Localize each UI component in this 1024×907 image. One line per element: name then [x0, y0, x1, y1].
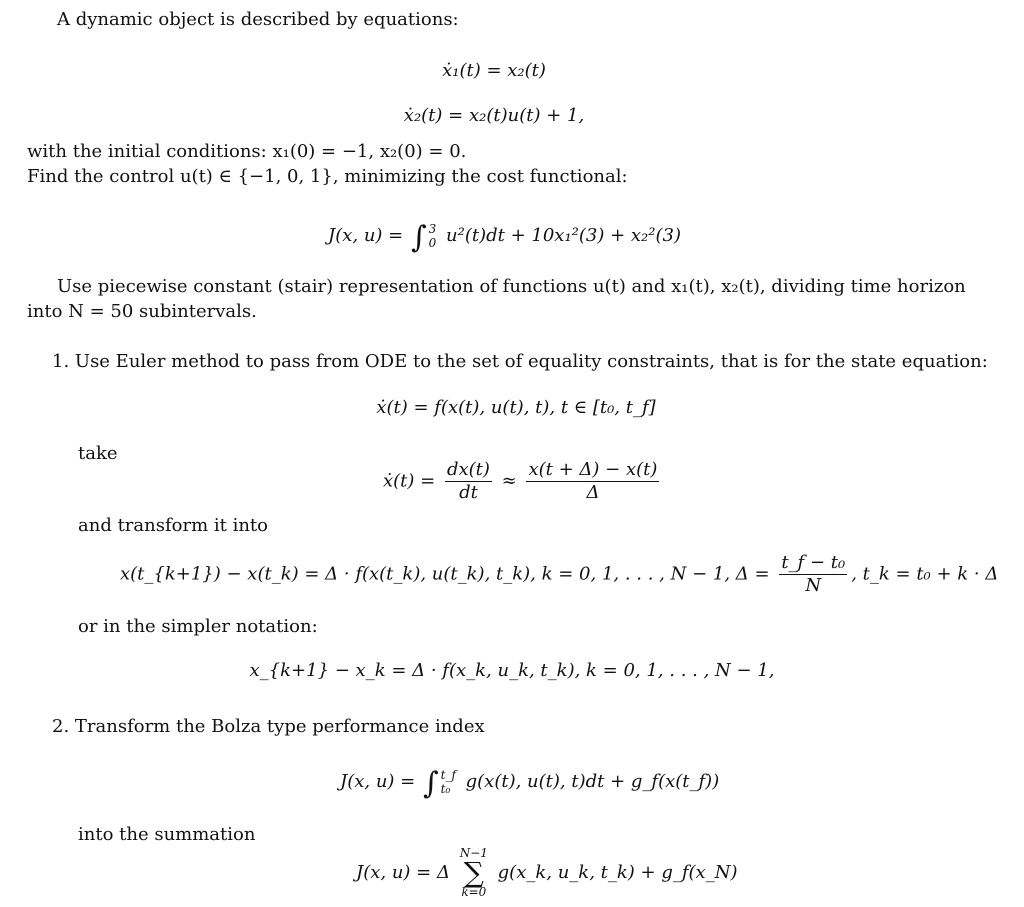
item-2-text: 2. Transform the Bolza type performance index — [52, 716, 485, 737]
piecewise-text-line1: Use piecewise constant (stair) representation of functions u(t) and x₁(t), x₂(t), dividing time horizon — [57, 276, 966, 297]
integral-icon: ∫ — [411, 220, 427, 255]
derivative-lhs: ẋ(t) = — [383, 470, 436, 492]
cost-lower-limit: 0 — [428, 236, 437, 250]
sum-lhs: J(x, u) = Δ — [356, 862, 450, 883]
intro-text: A dynamic object is described by equations: — [57, 9, 459, 30]
summation-index — [356, 847, 737, 899]
euler-derivative-approx — [383, 460, 663, 503]
derivative-fraction — [445, 460, 492, 503]
integral-icon: ∫ — [423, 766, 439, 801]
equation-x1-dot: ẋ₁(t) = x₂(t) — [442, 60, 546, 81]
delta-denominator: N — [805, 575, 822, 596]
derivative-numerator: dx(t) — [446, 459, 490, 480]
discretized-equation — [120, 553, 998, 596]
and-transform-text: and transform it into — [78, 515, 268, 536]
piecewise-text-line2: into N = 50 subintervals. — [27, 301, 257, 322]
find-control-text: Find the control u(t) ∈ {−1, 0, 1}, minimizing the cost functional: — [27, 166, 628, 187]
take-text: take — [78, 443, 118, 464]
delta-fraction — [779, 553, 847, 596]
bolza-upper-limit: t_f — [440, 768, 456, 782]
cost-rhs: u²(t)dt + 10x₁²(3) + x₂²(3) — [446, 225, 681, 246]
sigma-icon: ∑ — [463, 856, 484, 889]
bolza-lhs: J(x, u) = — [340, 771, 416, 792]
into-summation-text: into the summation — [78, 824, 256, 845]
state-equation: ẋ(t) = f(x(t), u(t), t), t ∈ [t₀, t_f] — [376, 397, 656, 418]
cost-functional — [328, 220, 681, 255]
sum-upper-limit: N−1 — [459, 846, 488, 860]
approx-sign: ≈ — [501, 470, 517, 492]
equation-x2-dot: ẋ₂(t) = x₂(t)u(t) + 1, — [403, 105, 585, 126]
initial-conditions-text: with the initial conditions: x₁(0) = −1, x₂(0) = 0. — [27, 141, 467, 162]
difference-denominator: Δ — [586, 482, 600, 503]
cost-lhs: J(x, u) = — [328, 225, 404, 246]
tk-definition: , t_k = t₀ + k · Δ — [851, 563, 999, 585]
sum-lower-limit: k=0 — [461, 885, 487, 899]
simpler-notation-text: or in the simpler notation: — [78, 616, 318, 637]
delta-numerator: t_f − t₀ — [781, 552, 846, 573]
difference-numerator: x(t + Δ) − x(t) — [528, 459, 658, 480]
discrete-eq-main: x(t_{k+1}) − x(t_k) = Δ · f(x(t_k), u(t_k), t_k), k = 0, 1, . . . , N − 1, Δ = — [120, 563, 770, 585]
sum-rhs: g(x_k, u_k, t_k) + g_f(x_N) — [497, 862, 738, 883]
item-1-text: 1. Use Euler method to pass from ODE to the set of equality constraints, that is for the state equation: — [52, 351, 988, 372]
simple-equation: x_{k+1} − x_k = Δ · f(x_k, u_k, t_k), k = 0, 1, . . . , N − 1, — [249, 660, 775, 681]
cost-upper-limit: 3 — [428, 222, 437, 236]
bolza-lower-limit: t₀ — [440, 782, 451, 796]
bolza-index — [340, 766, 720, 801]
difference-fraction — [526, 460, 659, 503]
bolza-rhs: g(x(t), u(t), t)dt + g_f(x(t_f)) — [465, 771, 720, 792]
summation-operator — [460, 847, 488, 899]
derivative-denominator: dt — [459, 482, 478, 503]
